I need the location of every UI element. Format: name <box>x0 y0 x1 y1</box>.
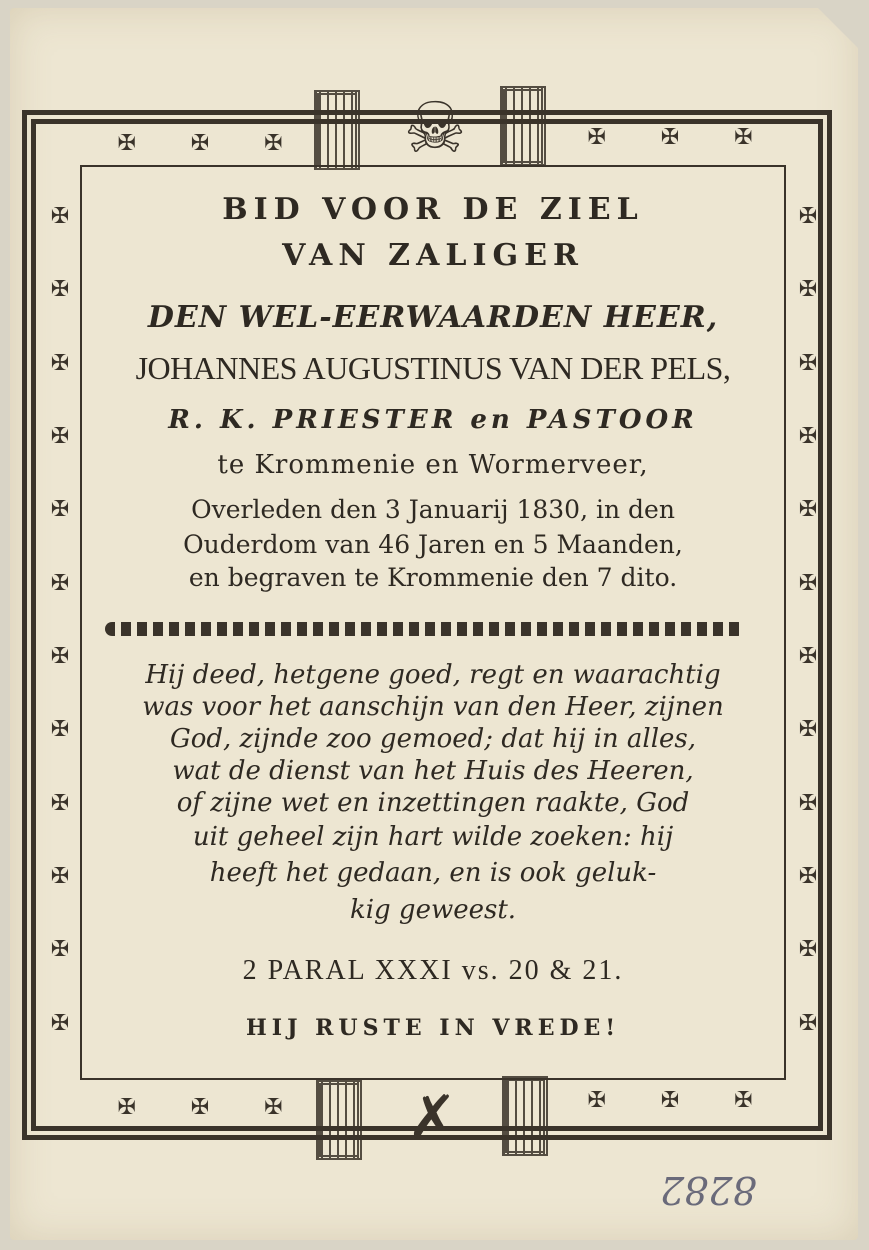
cross-icon: ✠ <box>798 497 818 523</box>
cross-icon: ✠ <box>798 424 818 450</box>
bottom-left-cross-row <box>90 1092 310 1122</box>
cross-icon: ✠ <box>50 350 70 376</box>
cross-icon: ✠ <box>50 204 70 230</box>
verse-line: wat de dienst van het Huis des Heeren, <box>172 756 694 786</box>
deceased-name: JOHANNES AUGUSTINUS VAN DER PELS, <box>135 350 731 386</box>
death-date-line: Overleden den 3 Januarij 1830, in den <box>191 495 675 524</box>
cross-icon: ✠ <box>798 790 818 816</box>
cross-icon: ✠ <box>798 864 818 890</box>
folded-corner <box>818 8 858 48</box>
cross-icon: ✠ <box>50 937 70 963</box>
parish-line: te Krommenie en Wormerveer, <box>217 450 649 480</box>
cross-icon: ✠ <box>50 644 70 670</box>
verse-line: uit geheel zijn hart wilde zoeken: hij <box>192 822 674 852</box>
age-line: Ouderdom van 46 Jaren en 5 Maanden, <box>183 530 683 559</box>
cross-icon: ✠ <box>50 497 70 523</box>
verse-line: of zijne wet en inzettingen raakte, God <box>176 788 690 818</box>
closing-line: HIJ RUSTE IN VREDE! <box>246 1015 620 1041</box>
verse-line: heeft het gedaan, en is ook geluk- <box>209 858 657 888</box>
cross-icon: ✠ <box>50 277 70 303</box>
cross-icon: ✠ <box>117 1094 136 1120</box>
cross-icon: ✠ <box>587 1087 606 1113</box>
cross-icon: ✠ <box>734 1087 753 1113</box>
scripture-reference: 2 PARAL XXXI vs. 20 & 21. <box>242 955 624 986</box>
skull-crossbones-icon: ☠ <box>403 87 467 169</box>
cross-icon: ✠ <box>50 790 70 816</box>
top-left-cross-row <box>90 128 310 158</box>
bottom-right-pillar-ornament <box>502 1076 548 1156</box>
cross-icon: ✠ <box>50 424 70 450</box>
cross-icon: ✠ <box>50 1010 70 1036</box>
crossed-palms-icon: ✗ <box>406 1083 458 1153</box>
verse-line: Hij deed, hetgene goed, regt en waarachtig <box>145 660 721 690</box>
cross-icon: ✠ <box>50 570 70 596</box>
cross-icon: ✠ <box>798 350 818 376</box>
cross-icon: ✠ <box>660 124 680 150</box>
cross-icon: ✠ <box>798 717 818 743</box>
bottom-right-cross-row <box>560 1085 780 1115</box>
top-left-pillar-ornament <box>314 90 360 170</box>
heading-line-1: BID VOOR DE ZIEL <box>222 192 644 227</box>
ornamental-divider <box>105 622 745 636</box>
cross-icon: ✠ <box>798 1010 818 1036</box>
top-right-cross-row <box>560 122 780 152</box>
cross-icon: ✠ <box>190 1094 210 1120</box>
burial-line: en begraven te Krommenie den 7 dito. <box>188 563 678 592</box>
right-cross-column <box>794 180 822 1060</box>
office-line: R. K. PRIESTER en PASTOOR <box>168 405 698 435</box>
cross-icon: ✠ <box>798 570 818 596</box>
verse-line: God, zijnde zoo gemoed; dat hij in alles, <box>169 724 697 754</box>
cross-icon: ✠ <box>587 124 606 150</box>
top-right-pillar-ornament <box>500 86 546 166</box>
cross-icon: ✠ <box>798 644 818 670</box>
cross-icon: ✠ <box>798 937 818 963</box>
cross-icon: ✠ <box>798 277 818 303</box>
bottom-left-pillar-ornament <box>316 1080 362 1160</box>
cross-icon: ✠ <box>190 130 210 156</box>
cross-icon: ✠ <box>734 124 753 150</box>
cross-icon: ✠ <box>50 717 70 743</box>
heading-line-2: VAN ZALIGER <box>282 238 584 273</box>
cross-icon: ✠ <box>264 130 283 156</box>
verse-line: was voor het aanschijn van den Heer, zijnen <box>142 692 724 722</box>
cross-icon: ✠ <box>50 864 70 890</box>
cross-icon: ✠ <box>264 1094 283 1120</box>
cross-icon: ✠ <box>660 1087 680 1113</box>
cross-icon: ✠ <box>117 130 136 156</box>
left-cross-column <box>46 180 74 1060</box>
cross-icon: ✠ <box>798 204 818 230</box>
title-line: DEN WEL-EERWAARDEN HEER, <box>147 300 719 335</box>
verse-line: kig geweest. <box>349 895 517 925</box>
archive-number: 8282 <box>660 1168 757 1212</box>
